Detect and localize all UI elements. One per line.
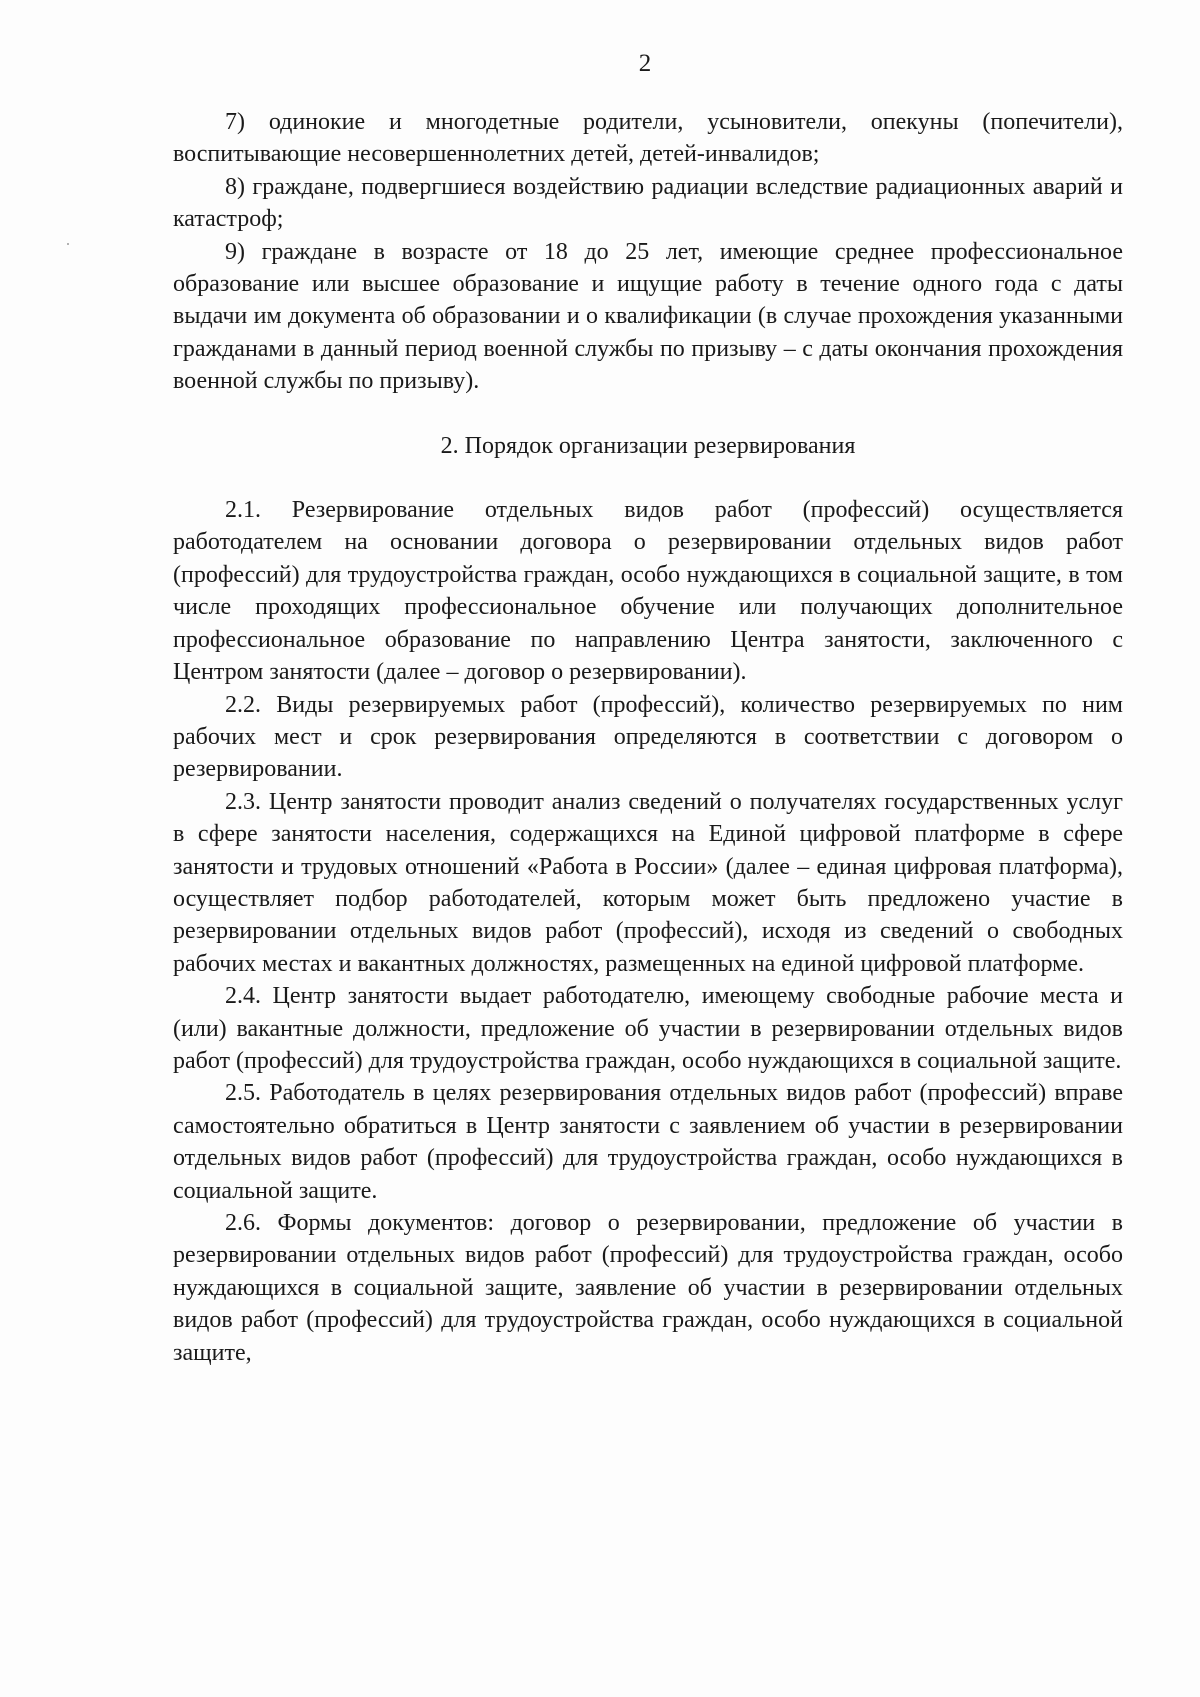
list-item-8: 8) граждане, подвергшиеся воздействию радиации вследствие радиационных аварий и катастроф; — [173, 173, 1123, 233]
paragraph-2-3: 2.3. Центр занятости проводит анализ сведений о получателях государственных услуг в сфере занятости населения, содержащихся на Единой цифровой платформе в сфере занятости и трудовых отношений «Работа в России» (далее – единая цифровая платформа), осуществляет подбор работодателей, которым может быть предложено участие в резервировании отдельных видов работ (профессий), исходя из сведений о свободных рабочих местах и вакантных должностях, размещенных на единой цифровой платформе. — [173, 788, 1123, 977]
scan-artifact-dot — [67, 243, 69, 245]
list-item-7: 7) одинокие и многодетные родители, усыновители, опекуны (попечители), воспитывающие несовершеннолетних детей, детей-инвалидов; — [173, 109, 1123, 168]
spacer — [173, 462, 1123, 494]
paragraph-2-4: 2.4. Центр занятости выдает работодателю, имеющему свободные рабочие места и (или) вакантные должности, предложение об участии в резервировании отдельных видов работ (профессий) для трудоустройства граждан, особо нуждающихся в социальной защите. — [173, 983, 1123, 1074]
page-content — [173, 106, 1123, 1369]
paragraph-2-6: 2.6. Формы документов: договор о резервировании, предложение об участии в резервировании отдельных видов работ (профессий) для трудоустройства граждан, особо нуждающихся в социальной защите, заявление об участии в резервировании отдельных видов работ (профессий) для трудоустройства граждан, особо нуждающихся в социальной защите, — [173, 1210, 1123, 1366]
section-heading: 2. Порядок организации резервирования — [440, 432, 856, 459]
paragraph-2-2: 2.2. Виды резервируемых работ (профессий), количество резервируемых по ним рабочих мест и срок резервирования определяются в соответствии с договором о резервировании. — [173, 691, 1123, 783]
list-item-9: 9) граждане в возрасте от 18 до 25 лет, имеющие среднее профессиональное образование или высшее образование и ищущие работу в течение одного года с даты выдачи им документа об образовании и о квалификации (в случае прохождения указанными гражданами в данный период военной службы по призыву – с даты окончания прохождения военной службы по призыву). — [173, 238, 1123, 395]
paragraph-2-5: 2.5. Работодатель в целях резервирования отдельных видов работ (профессий) вправе самостоятельно обратиться в Центр занятости с заявлением об участии в резервировании отдельных видов работ (профессий) для трудоустройства граждан, особо нуждающихся в социальной защите. — [173, 1080, 1123, 1204]
spacer — [173, 398, 1123, 430]
paragraph-2-1: 2.1. Резервирование отдельных видов работ (профессий) осуществляется работодателем на основании договора о резервировании отдельных видов работ (профессий) для трудоустройства граждан, особо нуждающихся в социальной защите, в том числе проходящих профессиональное обучение или получающих дополнительное профессиональное образование по направлению Центра занятости, заключенного с Центром занятости (далее – договор о резервировании). — [173, 497, 1123, 686]
page-number: 2 — [638, 50, 652, 77]
